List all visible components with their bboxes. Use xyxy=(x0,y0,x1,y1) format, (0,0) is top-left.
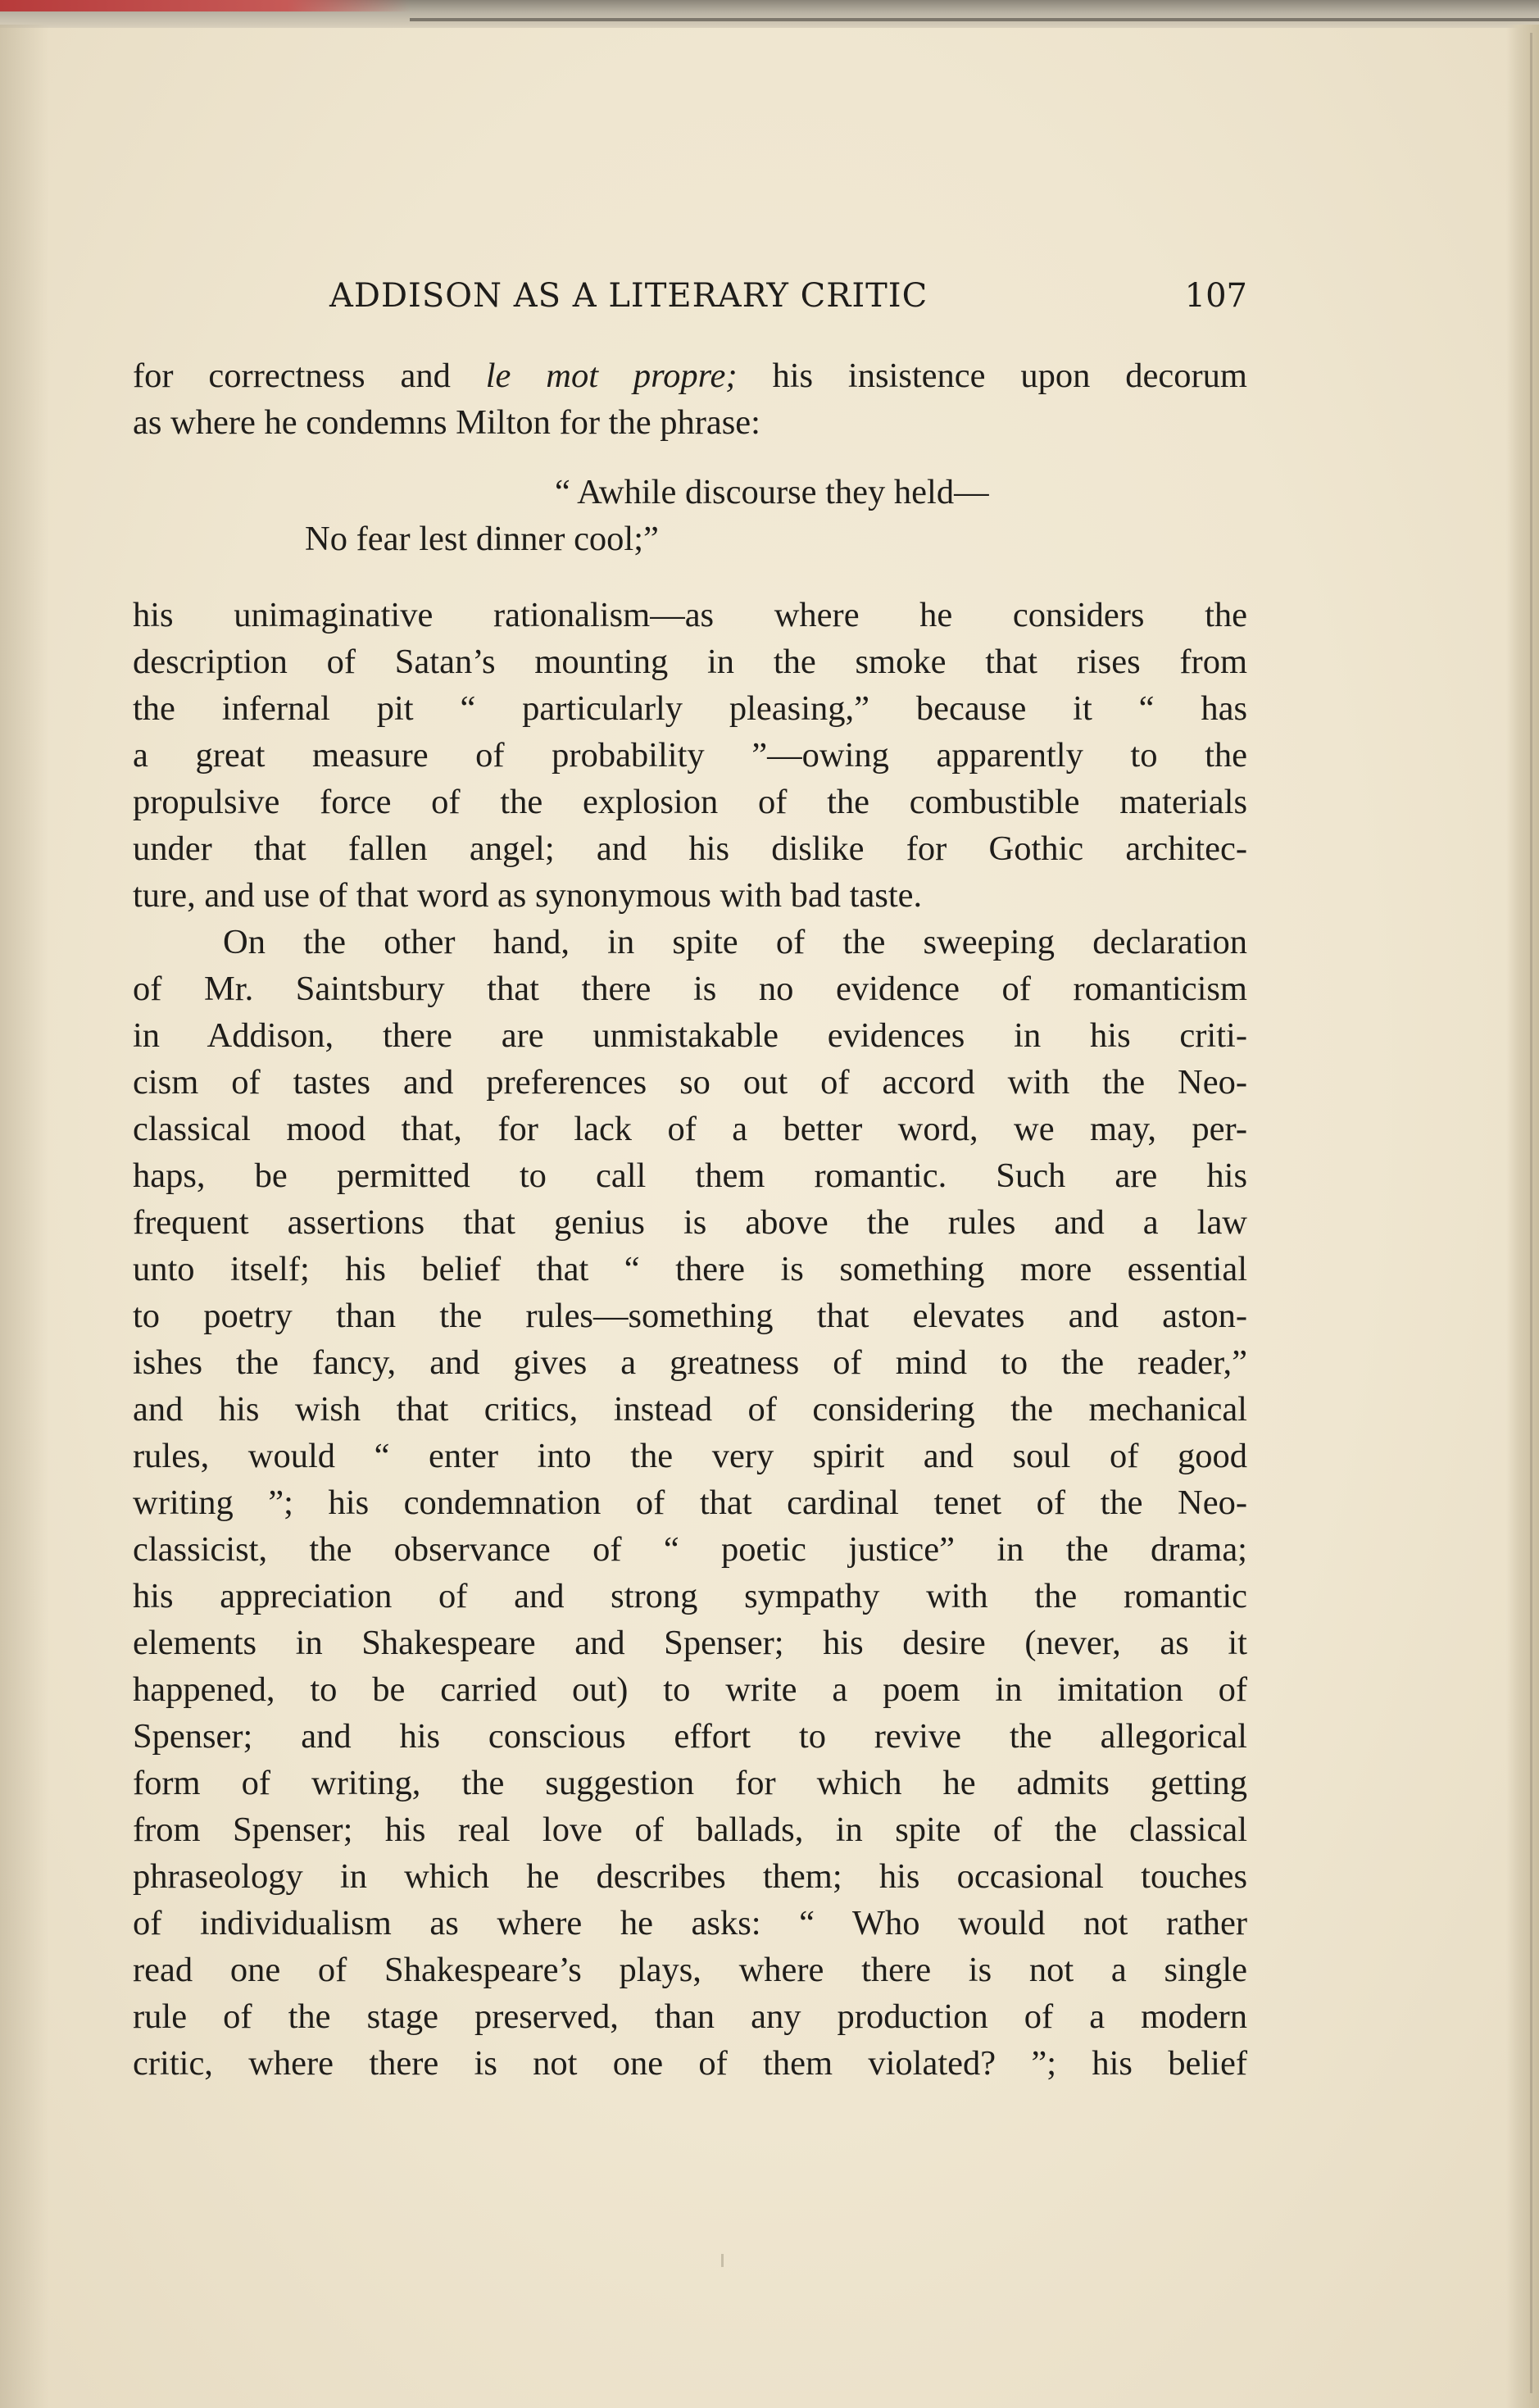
verse-line: “ Awhile discourse they held— xyxy=(555,473,989,511)
text-line: under that fallen angel; and his dislike for Gothic architec- xyxy=(133,829,1247,868)
text-line: his unimaginative rationalism—as where he considers the xyxy=(133,596,1247,634)
text-line: phraseology in which he describes them; his occasional touches xyxy=(133,1857,1247,1896)
binding-red-strip xyxy=(0,0,410,11)
text-line: frequent assertions that genius is above the rules and a law xyxy=(133,1203,1247,1242)
running-head-title: ADDISON AS A LITERARY CRITIC xyxy=(329,277,928,315)
fore-edge xyxy=(1506,25,1539,2408)
text-line: haps, be permitted to call them romantic. Such are his xyxy=(133,1156,1247,1195)
text-line: a great measure of probability ”—owing apparently to the xyxy=(133,736,1247,775)
text-line: form of writing, the suggestion for which he admits getting xyxy=(133,1764,1247,1802)
text-line: writing ”; his condemnation of that cardinal tenet of the Neo- xyxy=(133,1483,1247,1522)
text-line: from Spenser; his real love of ballads, in spite of the classical xyxy=(133,1811,1247,1849)
paper-speck xyxy=(721,2254,724,2267)
text-line: read one of Shakespeare’s plays, where there is not a single xyxy=(133,1951,1247,1989)
text-line: to poetry than the rules—something that elevates and aston- xyxy=(133,1297,1247,1335)
text-line: happened, to be carried out) to write a poem in imitation of xyxy=(133,1670,1247,1709)
page-top-rule xyxy=(410,18,1539,21)
fore-edge-line xyxy=(1530,33,1532,2393)
text-line: cism of tastes and preferences so out of accord with the Neo- xyxy=(133,1063,1247,1102)
gutter-shadow xyxy=(0,25,49,2408)
text-line: his appreciation of and strong sympathy with the romantic xyxy=(133,1577,1247,1615)
text-line: as where he condemns Milton for the phrase: xyxy=(133,403,760,442)
text-line: of individualism as where he asks: “ Who would not rather xyxy=(133,1904,1247,1942)
text-line: for correctness and le mot propre; his insistence upon decorum xyxy=(133,357,1247,395)
text-line: unto itself; his belief that “ there is something more essential xyxy=(133,1250,1247,1288)
text-line: of Mr. Saintsbury that there is no evidence of romanticism xyxy=(133,970,1247,1008)
text-line: ture, and use of that word as synonymous with bad taste. xyxy=(133,876,923,915)
text-line: critic, where there is not one of them violated? ”; his belief xyxy=(133,2044,1247,2083)
text-line: rules, would “ enter into the very spirit and soul of good xyxy=(133,1437,1247,1475)
text-line: propulsive force of the explosion of the combustible materials xyxy=(133,783,1247,821)
text-line: elements in Shakespeare and Spenser; his desire (never, as it xyxy=(133,1624,1247,1662)
body-text xyxy=(133,352,1247,2087)
page-number: 107 xyxy=(1184,277,1247,315)
verse-line: No fear lest dinner cool;” xyxy=(305,520,659,558)
text-line: Spenser; and his conscious effort to revive the allegorical xyxy=(133,1717,1247,1756)
text-line: classical mood that, for lack of a better word, we may, per- xyxy=(133,1110,1247,1148)
text-line: rule of the stage preserved, than any production of a modern xyxy=(133,1997,1247,2036)
text-line: the infernal pit “ particularly pleasing,” because it “ has xyxy=(133,689,1247,728)
text-line: ishes the fancy, and gives a greatness of mind to the reader,” xyxy=(133,1343,1247,1382)
text-line: in Addison, there are unmistakable evidences in his criti- xyxy=(133,1016,1247,1055)
running-head xyxy=(133,272,1247,329)
text-line: On the other hand, in spite of the sweeping declaration xyxy=(223,923,1247,961)
italic-phrase: le mot propre; xyxy=(485,357,738,395)
text-line: and his wish that critics, instead of considering the mechanical xyxy=(133,1390,1247,1429)
text-line: classicist, the observance of “ poetic justice” in the drama; xyxy=(133,1530,1247,1569)
text-line: description of Satan’s mounting in the smoke that rises from xyxy=(133,643,1247,681)
